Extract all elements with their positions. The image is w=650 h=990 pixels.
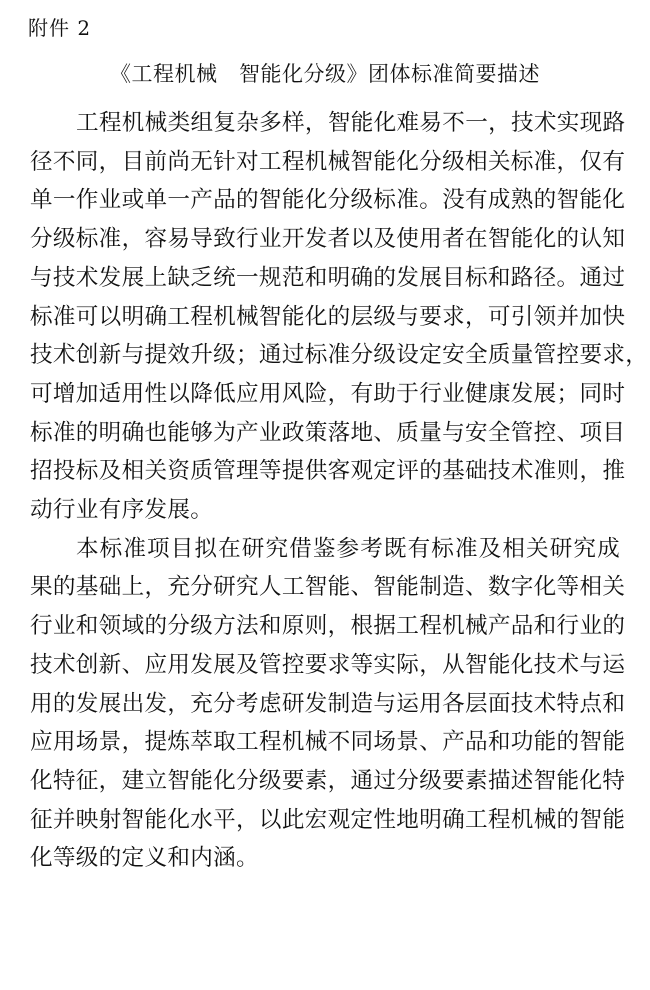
attachment-label: 附件 2: [28, 16, 92, 40]
paragraph-line: 用的发展出发，充分考虑研发制造与运用各层面技术特点和: [30, 690, 626, 717]
paragraph-line: 与技术发展上缺乏统一规范和明确的发展目标和路径。通过: [30, 264, 626, 291]
paragraph-1: [30, 104, 649, 530]
paragraph-line: 技术创新、应用发展及管控要求等实际，从智能化技术与运: [30, 651, 626, 678]
paragraph-line: 径不同，目前尚无针对工程机械智能化分级相关标准，仅有: [30, 148, 626, 175]
paragraph-line: 单一作业或单一产品的智能化分级标准。没有成熟的智能化: [30, 187, 626, 214]
paragraph-line: 应用场景，提炼萃取工程机械不同场景、产品和功能的智能: [30, 729, 626, 756]
paragraph-line: 本标准项目拟在研究借鉴参考既有标准及相关研究成: [76, 535, 620, 562]
paragraph-line: 技术创新与提效升级；通过标准分级设定安全质量管控要求，: [30, 342, 649, 369]
document-title: 《工程机械 智能化分级》团体标准简要描述: [110, 62, 540, 86]
paragraph-line: 化特征，建立智能化分级要素，通过分级要素描述智能化特: [30, 767, 626, 794]
paragraph-line: 化等级的定义和内涵。: [30, 845, 259, 872]
document-body: [30, 104, 649, 878]
paragraph-line: 标准的明确也能够为产业政策落地、质量与安全管控、项目: [30, 419, 626, 446]
paragraph-line: 动行业有序发展。: [30, 497, 214, 524]
paragraph-2: [30, 530, 626, 878]
paragraph-line: 标准可以明确工程机械智能化的层级与要求，可引领并加快: [30, 303, 626, 330]
paragraph-line: 招投标及相关资质管理等提供客观定评的基础技术准则，推: [30, 458, 626, 485]
paragraph-line: 果的基础上，充分研究人工智能、智能制造、数字化等相关: [30, 574, 626, 601]
paragraph-line: 可增加适用性以降低应用风险，有助于行业健康发展；同时: [30, 380, 626, 407]
paragraph-line: 行业和领域的分级方法和原则，根据工程机械产品和行业的: [30, 613, 626, 640]
paragraph-line: 征并映射智能化水平，以此宏观定性地明确工程机械的智能: [30, 806, 626, 833]
paragraph-line: 工程机械类组复杂多样，智能化难易不一，技术实现路: [76, 110, 626, 136]
paragraph-line: 分级标准，容易导致行业开发者以及使用者在智能化的认知: [30, 226, 626, 253]
